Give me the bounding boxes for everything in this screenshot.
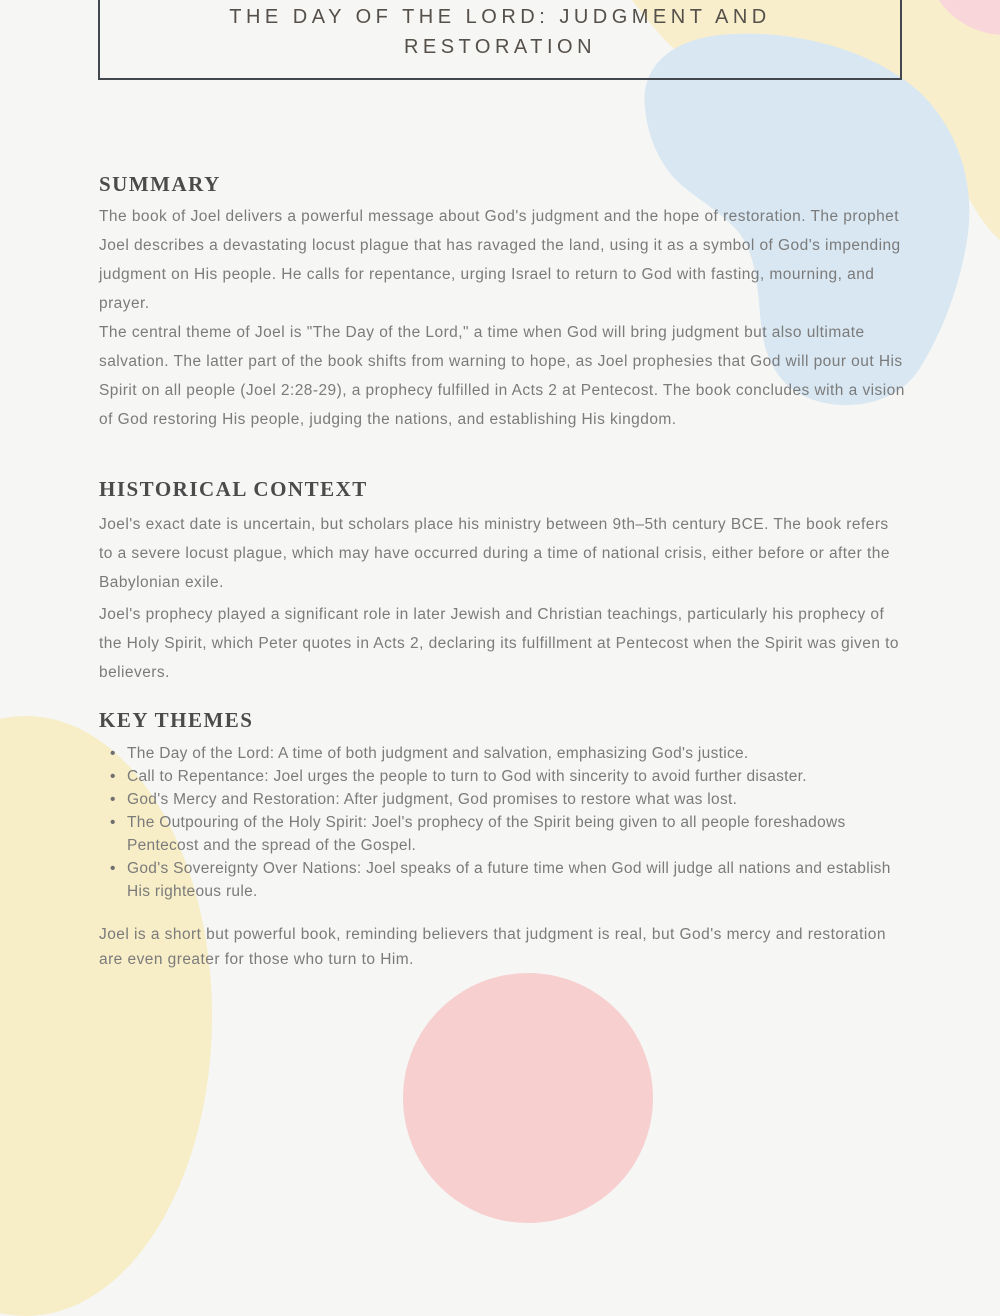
historical-context-heading: HISTORICAL CONTEXT bbox=[99, 477, 368, 501]
summary-paragraph-2: The central theme of Joel is "The Day of the Lord," a time when God will bring judgment but also ultimate salvation. The latter part of the book shifts from warning to hope, as Joel prophesies that God will pour out His Spirit on all people (Joel 2:28-29), a prophecy fulfilled in Acts 2 at Pentecost. The book concludes with a vision of God restoring His people, judging the nations, and establishing His kingdom. bbox=[99, 324, 905, 428]
theme-item-mercy-restoration: • God's Mercy and Restoration: After judgment, God promises to restore what was lost. bbox=[99, 788, 906, 811]
theme-item-call-to-repentance: • Call to Repentance: Joel urges the people to turn to God with sincerity to avoid further disaster. bbox=[99, 765, 906, 788]
pink-blob-bottom bbox=[403, 973, 653, 1223]
closing-paragraph: Joel is a short but powerful book, reminding believers that judgment is real, but God's mercy and restoration are even greater for those who turn to Him. bbox=[99, 926, 886, 968]
summary-heading: SUMMARY bbox=[99, 172, 221, 196]
key-themes-heading: KEY THEMES bbox=[99, 708, 254, 732]
theme-item-sovereignty-nations: • God's Sovereignty Over Nations: Joel speaks of a future time when God will judge all nations and establish His righteous rule. bbox=[99, 857, 906, 903]
historical-paragraph-2: Joel's prophecy played a significant role in later Jewish and Christian teachings, particularly his prophecy of the Holy Spirit, which Peter quotes in Acts 2, declaring its fulfillment at Pentecost when the Spirit was given to believers. bbox=[99, 606, 899, 681]
summary-paragraph-1: The book of Joel delivers a powerful message about God's judgment and the hope of restoration. The prophet Joel describes a devastating locust plague that has ravaged the land, using it as a symbol of God's impending judgment on His people. He calls for repentance, urging Israel to return to God with fasting, mourning, and prayer. bbox=[99, 208, 901, 312]
title-box bbox=[98, 0, 902, 80]
key-themes-list bbox=[99, 742, 906, 903]
theme-item-day-of-the-lord: • The Day of the Lord: A time of both judgment and salvation, emphasizing God's justice. bbox=[99, 742, 906, 765]
theme-item-outpouring-spirit: • The Outpouring of the Holy Spirit: Joel's prophecy of the Spirit being given to all people foreshadows Pentecost and the spread of the Gospel. bbox=[99, 811, 906, 857]
historical-paragraph-1: Joel's exact date is uncertain, but scholars place his ministry between 9th–5th century BCE. The book refers to a severe locust plague, which may have occurred during a time of national crisis, either before or after the Babylonian exile. bbox=[99, 516, 890, 591]
page-title: THE DAY OF THE LORD: JUDGMENT AND RESTORATION bbox=[229, 6, 771, 58]
